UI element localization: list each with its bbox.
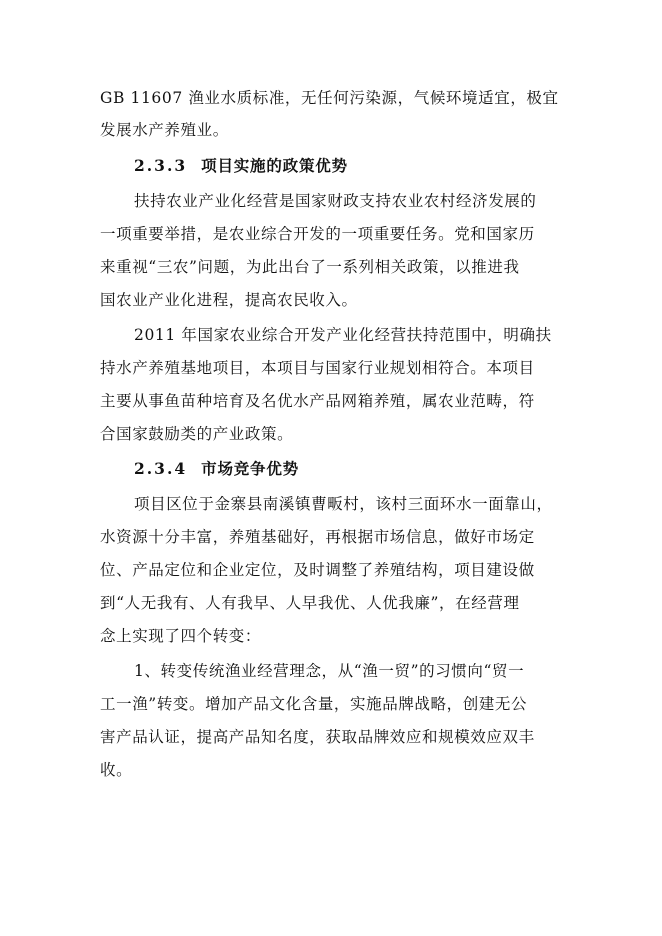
text-line: 1、转变传统渔业经营理念，从“渔一贸”的习惯向“贸一: [134, 662, 525, 680]
text-line: GB 11607 渔业水质标准，无任何污染源，气候环境适宜，极宜: [100, 89, 559, 107]
text-line: 一项重要举措，是农业综合开发的一项重要任务。党和国家历: [100, 225, 535, 243]
section-title: 项目实施的政策优势: [201, 156, 348, 175]
text-line: 2011 年国家农业综合开发产业化经营扶持范围中，明确扶: [134, 326, 552, 344]
section-number: 2.3.3: [134, 156, 188, 175]
text-line: 持水产养殖基地项目，本项目与国家行业规划相符合。本项目: [100, 359, 535, 377]
text-line: 发展水产养殖业。: [100, 121, 229, 139]
text-line: 位、产品定位和企业定位，及时调整了养殖结构，项目建设做: [100, 561, 535, 579]
text-line: 项目区位于金寨县南溪镇曹畈村，该村三面环水一面靠山，: [134, 495, 553, 513]
text-line: 主要从事鱼苗种培育及名优水产品网箱养殖，属农业范畴，符: [100, 392, 535, 410]
text-line: 国农业产业化进程，提高农民收入。: [100, 291, 358, 309]
text-line: 合国家鼓励类的产业政策。: [100, 425, 294, 443]
text-line: 工一渔”转变。增加产品文化含量，实施品牌战略，创建无公: [100, 695, 528, 713]
text-line: 念上实现了四个转变：: [100, 627, 262, 645]
text-line: 到“人无我有、人有我早、人早我优、人优我廉”，在经营理: [100, 594, 520, 612]
text-line: 害产品认证，提高产品知名度，获取品牌效应和规模效应双丰: [100, 728, 535, 746]
section-title: 市场竞争优势: [201, 459, 299, 478]
text-line: 收。: [100, 761, 133, 779]
section-heading-2-3-3: [134, 156, 348, 176]
text-line: 扶持农业产业化经营是国家财政支持农业农村经济发展的: [134, 192, 537, 210]
section-number: 2.3.4: [134, 459, 188, 478]
text-line: 水资源十分丰富，养殖基础好，再根据市场信息，做好市场定: [100, 528, 535, 546]
text-line: 来重视“三农”问题，为此出台了一系列相关政策，以推进我: [100, 258, 520, 276]
section-heading-2-3-4: [134, 459, 299, 479]
